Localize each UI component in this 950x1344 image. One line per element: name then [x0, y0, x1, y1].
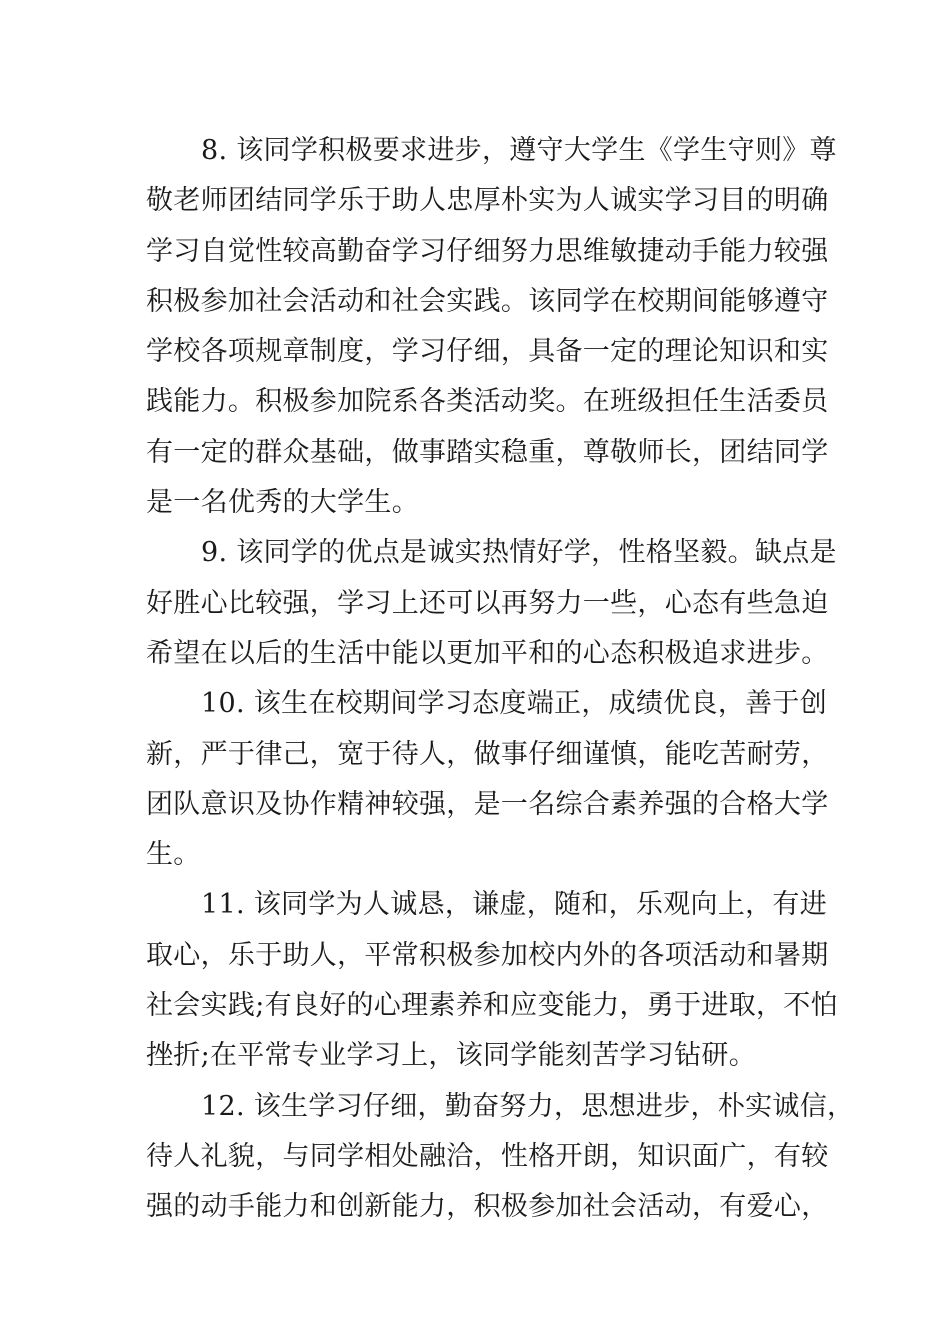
- text-line-19: 挫折;在平常专业学习上，该同学能刻苦学习钻研。: [146, 1040, 756, 1072]
- text-line-14: 团队意识及协作精神较强，是一名综合素养强的合格大学: [146, 788, 829, 820]
- text-line-21: 待人礼貌，与同学相处融洽，性格开朗，知识面广，有较: [146, 1140, 829, 1172]
- text-line-13: 新，严于律己，宽于待人，做事仔细谨慎，能吃苦耐劳，: [146, 738, 829, 770]
- text-line-11: 希望在以后的生活中能以更加平和的心态积极追求进步。: [146, 637, 829, 669]
- text-line-15: 生。: [146, 839, 201, 871]
- document-body: [146, 126, 855, 1233]
- text-line-4: 积极参加社会活动和社会实践。该同学在校期间能够遵守: [146, 285, 829, 317]
- text-line-17: 取心，乐于助人，平常积极参加校内外的各项活动和暑期: [146, 939, 829, 971]
- text-line-12: 10. 该生在校期间学习态度端正，成绩优良，善于创: [201, 688, 828, 720]
- text-line-18: 社会实践;有良好的心理素养和应变能力，勇于进取，不怕: [146, 990, 838, 1022]
- text-line-16: 11. 该同学为人诚恳，谦虚，随和，乐观向上，有进: [201, 889, 828, 921]
- text-line-3: 学习自觉性较高勤奋学习仔细努力思维敏捷动手能力较强: [146, 235, 829, 267]
- text-line-22: 强的动手能力和创新能力，积极参加社会活动，有爱心，: [146, 1191, 829, 1223]
- text-line-8: 是一名优秀的大学生。: [146, 487, 419, 519]
- text-line-20: 12. 该生学习仔细，勤奋努力，思想进步，朴实诚信，: [201, 1090, 855, 1122]
- text-line-5: 学校各项规章制度，学习仔细，具备一定的理论知识和实: [146, 336, 829, 368]
- text-line-7: 有一定的群众基础，做事踏实稳重，尊敬师长，团结同学: [146, 436, 829, 468]
- text-line-9: 9. 该同学的优点是诚实热情好学，性格坚毅。缺点是: [201, 537, 837, 569]
- text-line-6: 践能力。积极参加院系各类活动奖。在班级担任生活委员: [146, 386, 829, 418]
- text-line-2: 敬老师团结同学乐于助人忠厚朴实为人诚实学习目的明确: [146, 185, 829, 217]
- text-line-10: 好胜心比较强，学习上还可以再努力一些，心态有些急迫: [146, 587, 829, 619]
- text-line-1: 8. 该同学积极要求进步，遵守大学生《学生守则》尊: [201, 135, 837, 166]
